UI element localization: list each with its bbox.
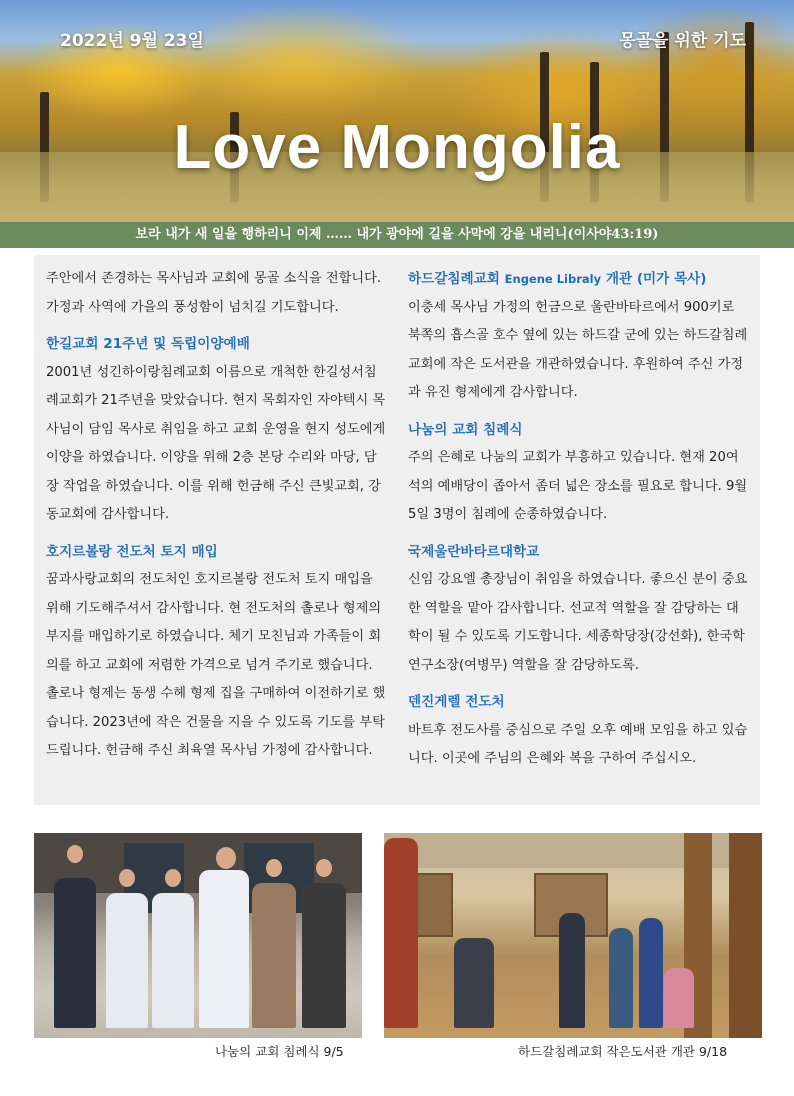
section-title-english: Engene Libraly	[504, 272, 602, 286]
section-title-main: 하드갈침례교회	[408, 271, 505, 287]
person	[454, 938, 494, 1028]
hero-banner	[0, 0, 794, 222]
left-column	[46, 265, 386, 774]
baptism-photo	[34, 833, 362, 1038]
section-body: 이충세 목사님 가정의 헌금으로 울란바타르에서 900키로 북쪽의 흡스골 호수 옆에 있는 하드갈 군에 있는 하드갈침례교회에 작은 도서관을 개관하였습니다. 후원하여 주신 가정과 유진 형제에게 감사합니다.	[408, 299, 748, 400]
section-body: 주의 은혜로 나눔의 교회가 부흥하고 있습니다. 현재 20여 석의 예배당이 좁아서 좀더 넓은 장소를 필요로 합니다. 9월5일 3명이 침례에 순종하였습니다.	[408, 450, 748, 522]
section-body: 2001년 성긴하이랑침례교회 이름으로 개척한 한길성서침례교회가 21주년을 맞았습니다. 현지 목회자인 자야텍시 목사님이 담임 목사로 취임을 하고 교회 운영을 현지 성도에게 이양을 하였습니다. 이양을 위해 2층 본당 수리와 마당, 담장 작업을 하였습니다. 이를 위해 헌금해 주신 큰빛교회, 강동교회에 감사합니다.	[46, 364, 386, 522]
newsletter-tagline: 몽골을 위한 기도	[619, 31, 746, 51]
verse-bar: 보라 내가 새 일을 행하리니 이제 …… 내가 광야에 길을 사막에 강을 내리니(이사야43:19)	[0, 222, 794, 248]
library-photo	[384, 833, 762, 1038]
section-title: 국제울란바타르대학교	[408, 543, 540, 560]
right-column	[408, 265, 748, 782]
section-title: 덴진게렐 전도처	[408, 694, 505, 710]
person	[106, 893, 148, 1028]
content-panel	[34, 255, 760, 805]
person	[152, 893, 194, 1028]
section-title: 한길교회 21주년 및 독립이양예배	[46, 336, 250, 352]
person	[199, 870, 249, 1028]
person	[664, 968, 694, 1028]
person	[302, 883, 346, 1028]
section-title	[408, 265, 748, 294]
section-body: 꿈과사랑교회의 전도처인 호지르볼랑 전도처 토지 매입을 위해 기도해주셔서 감사합니다. 현 전도처의 촐로나 형제의 부지를 매입하기로 하였습니다. 체기 모친님과 가족들이 회의를 하고 교회에 저렴한 가격으로 넘겨 주기로 했습니다. 촐로나 형제는 동생 수헤 형제 집을 구매하여 이전하기로 했습니다. 2023년에 작은 건물을 지을 수 있도록 기도를 부탁드립니다. 헌금해 주신 최육열 목사님 가정에 감사합니다.	[46, 572, 386, 758]
section-body: 바트후 전도사를 중심으로 주일 오후 예배 모임을 하고 있습니다. 이곳에 주님의 은혜와 복을 구하여 주십시오.	[408, 722, 748, 766]
issue-date: 2022년 9월 23일	[60, 31, 204, 51]
photo-caption: 나눔의 교회 침례식 9/5	[215, 1044, 344, 1059]
person	[559, 913, 585, 1028]
photo-caption: 하드갈침례교회 작은도서관 개관 9/18	[518, 1044, 728, 1059]
newsletter-title: Love Mongolia	[173, 113, 621, 182]
person	[54, 878, 96, 1028]
intro-paragraph: 주안에서 존경하는 목사님과 교회에 몽골 소식을 전합니다. 가정과 사역에 가을의 풍성함이 넘치길 기도합니다.	[46, 271, 382, 315]
section-body: 신임 강요엘 총장님이 취임을 하였습니다. 좋으신 분이 중요한 역할을 맡아 감사합니다. 선교적 역할을 잘 감당하는 대학이 될 수 있도록 기도합니다. 세종학당장(강선화), 한국학연구소장(여병무) 역할을 잘 감당하도록.	[408, 572, 748, 673]
person	[609, 928, 633, 1028]
section-title: 호지르볼랑 전도처 토지 매입	[46, 543, 218, 560]
person	[384, 838, 418, 1028]
person	[639, 918, 663, 1028]
section-title-end: 개관 (미가 목사)	[601, 271, 707, 287]
section-title: 나눔의 교회 침례식	[408, 421, 523, 438]
person	[252, 883, 296, 1028]
